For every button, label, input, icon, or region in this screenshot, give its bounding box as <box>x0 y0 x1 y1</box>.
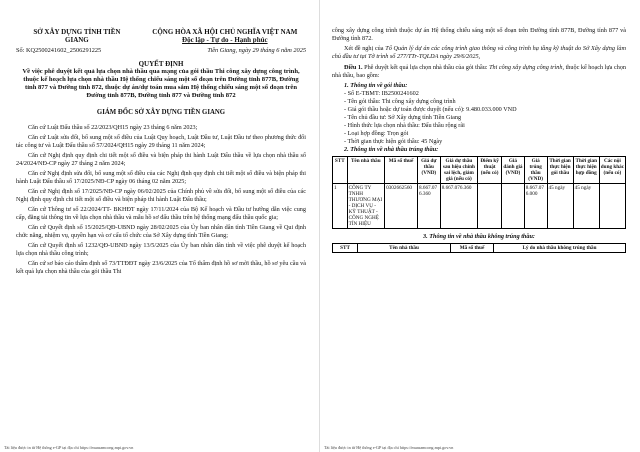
section-heading: 2. Thông tin về nhà thầu trúng thầu: <box>344 146 439 153</box>
legal-basis-paragraph: Căn cứ Luật Đấu thầu số 22/2023/QH15 ngày 23 tháng 6 năm 2023; <box>28 124 198 132</box>
right-page <box>320 0 640 452</box>
package-info-item: - Hình thức lựa chọn nhà thầu: Đấu thầu rộng rãi <box>344 122 465 129</box>
package-info-item: - Tên chủ đầu tư: Sở Xây dựng tỉnh Tiền Giang <box>344 114 462 121</box>
table-cell <box>502 184 525 229</box>
document-number: Số: KQ2500241602_2506291225 <box>16 47 102 54</box>
table-header: Mã số thuế <box>451 244 494 253</box>
national-motto: CỘNG HÒA XÃ HỘI CHỦ NGHĨA VIỆT NAM Độc lập - Tự do - Hạnh phúc <box>152 28 298 44</box>
legal-basis-paragraph: Căn cứ sơ báo cáo thẩm định số 73/TTĐĐT ngày 23/6/2025 của Tổ thẩm định hồ sơ mời thầu, hồ sơ yêu cầu và kết quả lựa chọn nhà thầu của gói thầu Thi <box>16 260 306 276</box>
footer-note-left: Tài liệu được in từ Hệ thống e-GP tại địa chỉ https://muasamcong.mpi.gov.vn <box>4 445 134 450</box>
section-heading: 3. Thông tin về nhà thầu không trúng thầu: <box>423 233 535 240</box>
table-header: Giá dự thầu sau hiệu chỉnh sai lệch, giảm giá (nếu có) <box>440 157 478 184</box>
package-info-item: - Thời gian thực hiện gói thầu: 45 Ngày <box>344 138 443 145</box>
issuing-organization: SỞ XÂY DỰNG TỈNH TIỀN GIANG <box>33 28 121 44</box>
table-cell: 0302662560 <box>385 184 418 229</box>
legal-basis-paragraph: Căn cứ Nghị định số 17/2025/NĐ-CP ngày 06/02/2025 của Chính phủ về sửa đổi, bổ sung một số điều của các Nghị định quy định chi tiết một số điều và biện pháp thi hành Luật Đấu thầu; <box>16 188 306 204</box>
table-header: Giá trúng thầu (VND) <box>524 157 547 184</box>
package-info-item: - Tên gói thầu: Thi công xây dựng công trình <box>344 98 456 105</box>
table-cell: CÔNG TY TNHH THƯƠNG MẠI - DỊCH VỤ - KỸ THUẬT - CÔNG NGHỆ TÍN HIỆU <box>347 184 385 229</box>
table-header: STT <box>333 157 348 184</box>
table-header: Thời gian thực hiện gói thầu <box>547 157 573 184</box>
table-header: Giá dự thầu (VND) <box>417 157 440 184</box>
table-cell: 8.667.076.000 <box>524 184 547 229</box>
table-cell <box>478 184 502 229</box>
winning-bidder-table <box>332 156 626 229</box>
continued-paragraph: công xây dựng công trình thuộc dự án Hệ thống chiếu sáng một số đoạn trên Đường tỉnh 877B, Đường tỉnh 877 và Đường tỉnh 872. <box>332 27 626 42</box>
document-subject: Về việc phê duyệt kết quả lựa chọn nhà thầu qua mạng của gói thầu Thi công xây dựng công trình, thuộc kế hoạch lựa chọn nhà thầu Hệ thống chiếu sáng một số đoạn trên Đường tỉnh 877B, Đường tỉnh 877 và Đường tỉnh 872, thuộc dự án/dự toán mua sắm Hệ thống chiếu sáng một số đoạn trên Đường tỉnh 877B, Đường tỉnh 877 và Đường tỉnh 872 <box>22 68 300 100</box>
table-header: Lý do nhà thầu không trúng thầu <box>494 244 626 253</box>
legal-basis-paragraph: Căn cứ Nghị định sửa đổi, bổ sung một số điều của các Nghị định quy định chi tiết một số điều và biện pháp thi hành Luật Đấu thầu số 17/2025/NĐ-CP ngày 06 tháng 02 năm 2025; <box>16 170 306 186</box>
table-cell: 1 <box>333 184 348 229</box>
legal-basis-paragraph: Căn cứ Thông tư số 22/2024/TT- BKHĐT ngày 17/11/2024 của Bộ Kế hoạch và Đầu tư hướng dẫn việc cung cấp, đăng tải thông tin về lựa chọn nhà thầu và mẫu hồ sơ đấu thầu trên hệ thống mạng đấu thầu quốc gia; <box>16 206 306 222</box>
table-cell: 8.667.076.360 <box>440 184 478 229</box>
losing-bidder-table <box>332 243 626 253</box>
package-info-item: - Giá gói thầu hoặc dự toán được duyệt (nếu có): 9.480.033.000 VND <box>344 106 517 113</box>
document-header <box>16 28 306 44</box>
table-header: Tên nhà thầu <box>347 157 385 184</box>
legal-basis-paragraph: Căn cứ Quyết định số 1232/QĐ-UBND ngày 13/5/2025 của Ủy ban nhân dân tỉnh về việc phê duyệt kế hoạch lựa chọn nhà thầu công trình; <box>16 242 306 258</box>
footer-note-right: Tài liệu được in từ Hệ thống e-GP tại địa chỉ https://muasamcong.mpi.gov.vn <box>324 445 454 450</box>
section-heading: 1. Thông tin về gói thầu: <box>344 82 408 89</box>
package-info-item: - Loại hợp đồng: Trọn gói <box>344 130 409 137</box>
table-header: Giá đánh giá (VND) <box>502 157 525 184</box>
issuer-heading: GIÁM ĐỐC SỞ XÂY DỰNG TIỀN GIANG <box>96 109 226 117</box>
table-header: Thời gian thực hiện hợp đồng <box>573 157 599 184</box>
article-1: Điều 1. Phê duyệt kết quả lựa chọn nhà thầu của gói thầu: Thi công xây dựng công trình, thuộc kế hoạch lựa chọn nhà thầu, bao gồm: <box>332 64 627 79</box>
table-header: STT <box>333 244 358 253</box>
document-title: QUYẾT ĐỊNH <box>138 60 184 68</box>
legal-basis-paragraph: Căn cứ Nghị định quy định chi tiết một số điều và biện pháp thi hành Luật Đấu thầu về lựa chọn nhà thầu số 24/2024/NĐ-CP ngày 27 tháng 2 năm 2024; <box>16 152 306 168</box>
table-cell: 45 ngày <box>573 184 599 229</box>
table-row <box>333 184 626 229</box>
table-header-row <box>333 244 626 253</box>
table-header: Mã số thuế <box>385 157 418 184</box>
table-header: Tên nhà thầu <box>358 244 451 253</box>
legal-basis-paragraph: Căn cứ Luật sửa đổi, bổ sung một số điều của Luật Quy hoạch, Luật Đầu tư, Luật Đầu tư theo phương thức đối tác công tư và Luật Đấu thầu số 57/2024/QH15 ngày 29 tháng 11 năm 2024; <box>16 134 306 150</box>
document-date: Tiền Giang, ngày 29 tháng 6 năm 2025 <box>207 47 306 54</box>
table-header-row <box>333 157 626 184</box>
legal-basis-paragraph: Căn cứ Quyết định số 15/2025/QĐ-UBND ngày 28/02/2025 của Ủy ban nhân dân tỉnh Tiền Giang về Qui định chức năng, nhiệm vụ, quyền hạn và cơ cấu tổ chức của Sở Xây dựng tỉnh Tiền Giang; <box>16 224 306 240</box>
table-cell: 8.667.076.360 <box>417 184 440 229</box>
table-header: Điểm kỹ thuật (nếu có) <box>478 157 502 184</box>
table-cell: 45 ngày <box>547 184 573 229</box>
package-info-item: - Số E-TBMT: IB2500241602 <box>344 90 419 97</box>
request-paragraph: Xét đề nghị của Tổ Quản lý dự án các công trình giao thông và công trình hạ tầng kỹ thuật do Sở Xây dựng làm chủ đầu tư tại Tờ trình số 277/TTr-TQLDA ngày 29/6/2025, <box>332 45 626 60</box>
table-cell <box>599 184 625 229</box>
table-header: Các nội dung khác (nếu có) <box>599 157 625 184</box>
